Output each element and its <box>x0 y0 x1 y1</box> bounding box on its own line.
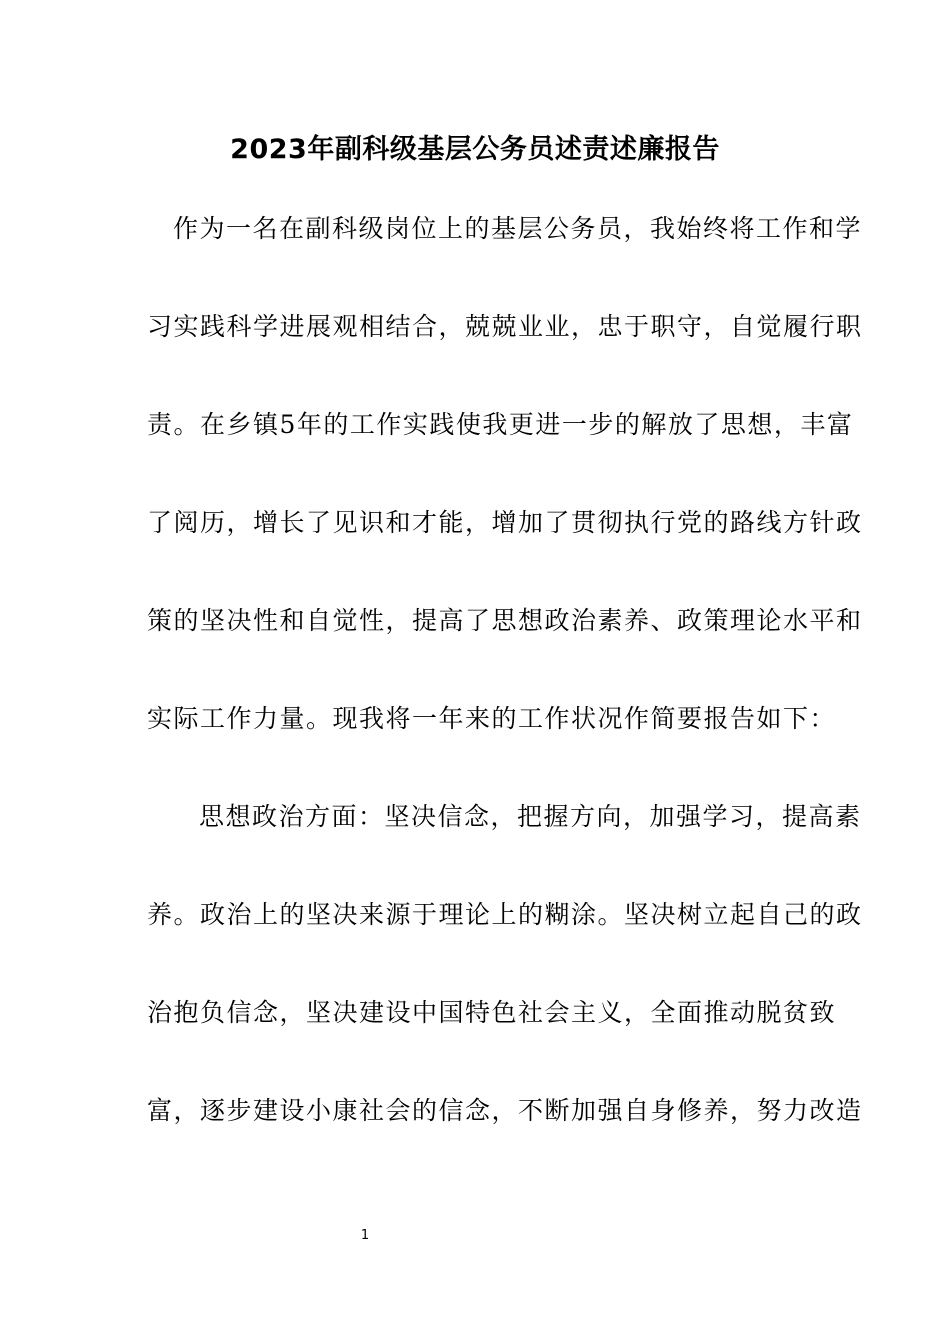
paragraph-line: 治抱负信念，坚决建设中国特色社会主义，全面推动脱贫致 <box>147 998 837 1027</box>
document-title: 2023年副科级基层公务员述责述廉报告 <box>230 134 720 165</box>
paragraph-line: 实际工作力量。现我将一年来的工作状况作简要报告如下： <box>147 704 837 733</box>
paragraph-line: 养。政治上的坚决来源于理论上的糊涂。坚决树立起自己的政 <box>147 900 863 929</box>
paragraph-line: 了阅历，增长了见识和才能，增加了贯彻执行党的路线方针政 <box>147 508 863 537</box>
page-number: 1 <box>360 1228 370 1243</box>
paragraph-line: 习实践科学进展观相结合，兢兢业业，忠于职守，自觉履行职 <box>147 312 863 341</box>
paragraph-line: 富，逐步建设小康社会的信念，不断加强自身修养，努力改造 <box>147 1096 863 1125</box>
paragraph-line: 策的坚决性和自觉性，提高了思想政治素养、政策理论水平和 <box>147 606 863 635</box>
document-body <box>147 203 863 1183</box>
paragraph-line: 思想政治方面：坚决信念，把握方向，加强学习，提高素 <box>199 802 862 831</box>
paragraph-line: 作为一名在副科级岗位上的基层公务员，我始终将工作和学 <box>173 214 863 243</box>
paragraph-line: 责。在乡镇5年的工作实践使我更进一步的解放了思想，丰富 <box>147 410 854 439</box>
